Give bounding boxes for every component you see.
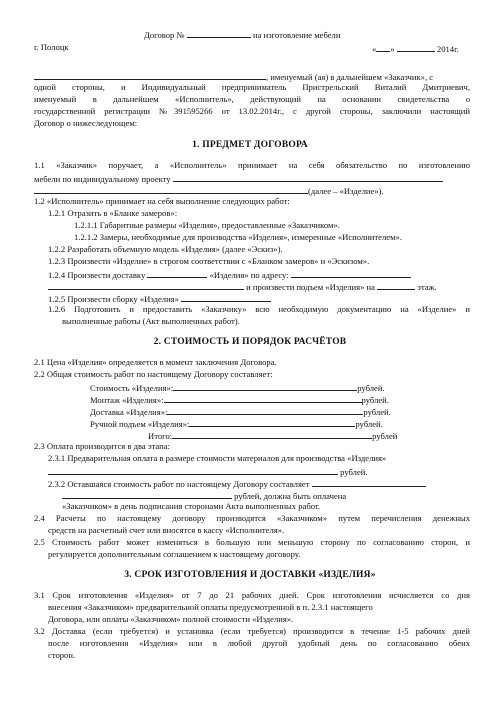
section-3-title: 3. СРОК ИЗГОТОВЛЕНИЯ И ДОСТАВКИ «ИЗДЕЛИЯ» [124,570,376,580]
city: г. Полоцк [34,42,69,52]
section-1-title: 1. ПРЕДМЕТ ДОГОВОРА [192,140,308,150]
project-blank-2 [34,184,308,194]
clause-3-2-cont: после изготовления «Изделия» или в любой другой удобный день по согласованию обеих [48,638,470,648]
month-blank [397,42,435,52]
cost-line-lifting: Ручной подъем «Изделия»: рублей. [90,419,383,429]
clause-1-2-6: 1.2.6 Подготовить и предоставить «Заказчику» всю необходимую документацию на «Изделие» и [48,304,470,314]
clause-2-5-cont: регулируется дополнительным соглашением к настоящему договору. [48,549,301,559]
clause-2-1: 2.1 Цена «Изделия» определяется в момент заключения Договора. [34,357,277,367]
contract-number-blank [187,28,251,38]
clause-3-1-cont: внесения «Заказчиком» предварительной оплаты предусмотренной в п. 2.3.1 настоящего [48,602,373,612]
clause-2-2: 2.2 Общая стоимость работ по настоящему Договору составляет: [34,369,273,379]
customer-name-blank [34,70,266,80]
project-blank [173,172,443,182]
clause-1-1-cont-2: (далее – «Изделие»). [34,184,384,197]
clause-1-2-2: 1.2.2 Разработать объемную модель «Изделия» (далее «Эскиз»). [48,244,283,254]
clause-1-2-6-cont: выполненные работы (Акт выполненных работ). [62,316,240,326]
clause-2-3-2: 2.3.2 Оставшаяся стоимость работ по настоящему Договору составляет [48,477,426,490]
contract-title [144,28,340,41]
remaining-blank [312,477,426,487]
day-blank [376,42,390,52]
remaining-blank-2 [62,489,232,499]
cost-line-total: Итого: рублей [148,431,398,441]
clause-3-2: 3.2 Доставка (если требуется) и установка (если требуется) производится в течение 1-5 рабочих дней [34,626,470,636]
intro-line-3: именуемый в дальнейшем «Исполнитель», действующий на основании свидетельства о [34,94,470,104]
intro-line-4: государственной регистрации №391595266 от 13.02.2014г., с другой стороны, заключили настоящий [34,106,470,116]
cost-product-blank [173,381,357,391]
clause-2-3: 2.3 Оплата производится в два этапа: [34,441,170,451]
clause-1-1: 1.1 «Заказчик» поручает, а «Исполнитель» принимает на себя обязательство по изготовлению [34,160,470,170]
cost-installation-blank [164,393,362,403]
clause-2-3-1-cont: рублей. [48,465,368,478]
title-suffix: на изготовление мебели [253,30,341,40]
assembly-blank [181,292,271,302]
title-prefix: Договор № [144,30,185,40]
clause-1-1-cont: мебели по индивидуальному проекту [34,172,443,185]
cost-total-blank [172,429,372,439]
clause-1-2: 1.2 «Исполнитель» принимает на себя выполнение следующих работ: [34,196,290,206]
cost-lifting-blank [189,417,355,427]
clause-2-4-cont: средств на расчетный счет или вносятся в кассу «Исполнителя». [48,525,285,535]
delivery-blank [147,268,207,278]
clause-1-2-1-2: 1.2.1.2 Замеры, необходимые для производства «Изделия», измеренные «Исполнителем». [74,232,402,242]
clause-3-1: 3.1 Срок изготовления «Изделия» от 7 до 21 рабочих дней. Срок изготовления исчисляется со дня [34,590,470,600]
intro-line-5: Договор о нижеследующем: [34,118,138,128]
prepayment-blank [48,465,338,475]
cost-delivery-blank [167,405,363,415]
cost-line-product: Стоимость «Изделия»: рублей. [90,383,385,393]
clause-3-1-cont-2: Договора, или оплаты «Заказчиком» полной стоимости «Изделия». [48,614,294,624]
clause-1-2-1-1: 1.2.1.1 Габаритные размеры «Изделия», предоставленные «Заказчиком». [74,220,340,230]
address-blank [291,268,411,278]
clause-2-3-2-cont-2: «Заказчиком» в день подписания сторонами Акта выполненных работ. [62,501,321,511]
contract-date: « » 2014г. [372,44,459,54]
intro-line-2: одной стороны, и Индивидуальный предприниматель Пристрельский Виталий Дмитриевич, [34,82,470,92]
clause-1-2-4-cont: и произвести подъем «Изделия» на этаж. [48,280,437,293]
cost-line-installation: Монтаж «Изделия»: рублей. [90,395,389,405]
section-2-title: 2. СТОИМОСТЬ И ПОРЯДОК РАСЧЁТОВ [153,337,347,347]
clause-1-2-1: 1.2.1 Отразить в «Бланке замеров»: [48,208,178,218]
clause-3-2-cont-2: сторон. [48,650,76,660]
clause-2-5: 2.5 Стоимость работ может изменяться в большую или меньшую сторону по согласованию сторон, и [34,537,470,547]
clause-2-3-1: 2.3.1 Предварительная оплата в размере стоимости материалов для производства «Изделия» [48,453,387,463]
floor-blank [377,280,415,290]
clause-2-3-2-cont: рублей, должна быть оплачена [62,489,470,502]
cost-line-delivery: Доставка «Изделия»: рублей. [90,407,391,417]
intro-line-1: , именуемый (ая) в дальнейшем «Заказчик», с [34,70,470,83]
clause-1-2-4: 1.2.4 Произвести доставку «Изделия» по адресу: [48,268,411,281]
clause-2-4: 2.4 Расчеты по настоящему договору производятся «Заказчиком» путем перечисления денежных [34,513,470,523]
year: 2014г. [436,44,459,54]
clause-1-2-3: 1.2.3 Произвести «Изделие» в строгом соответствии с «Бланком замеров» и «Эскизом». [48,256,370,266]
address-blank-2 [48,280,244,290]
clause-1-2-5: 1.2.5 Произвести сборку «Изделия» [48,292,271,305]
